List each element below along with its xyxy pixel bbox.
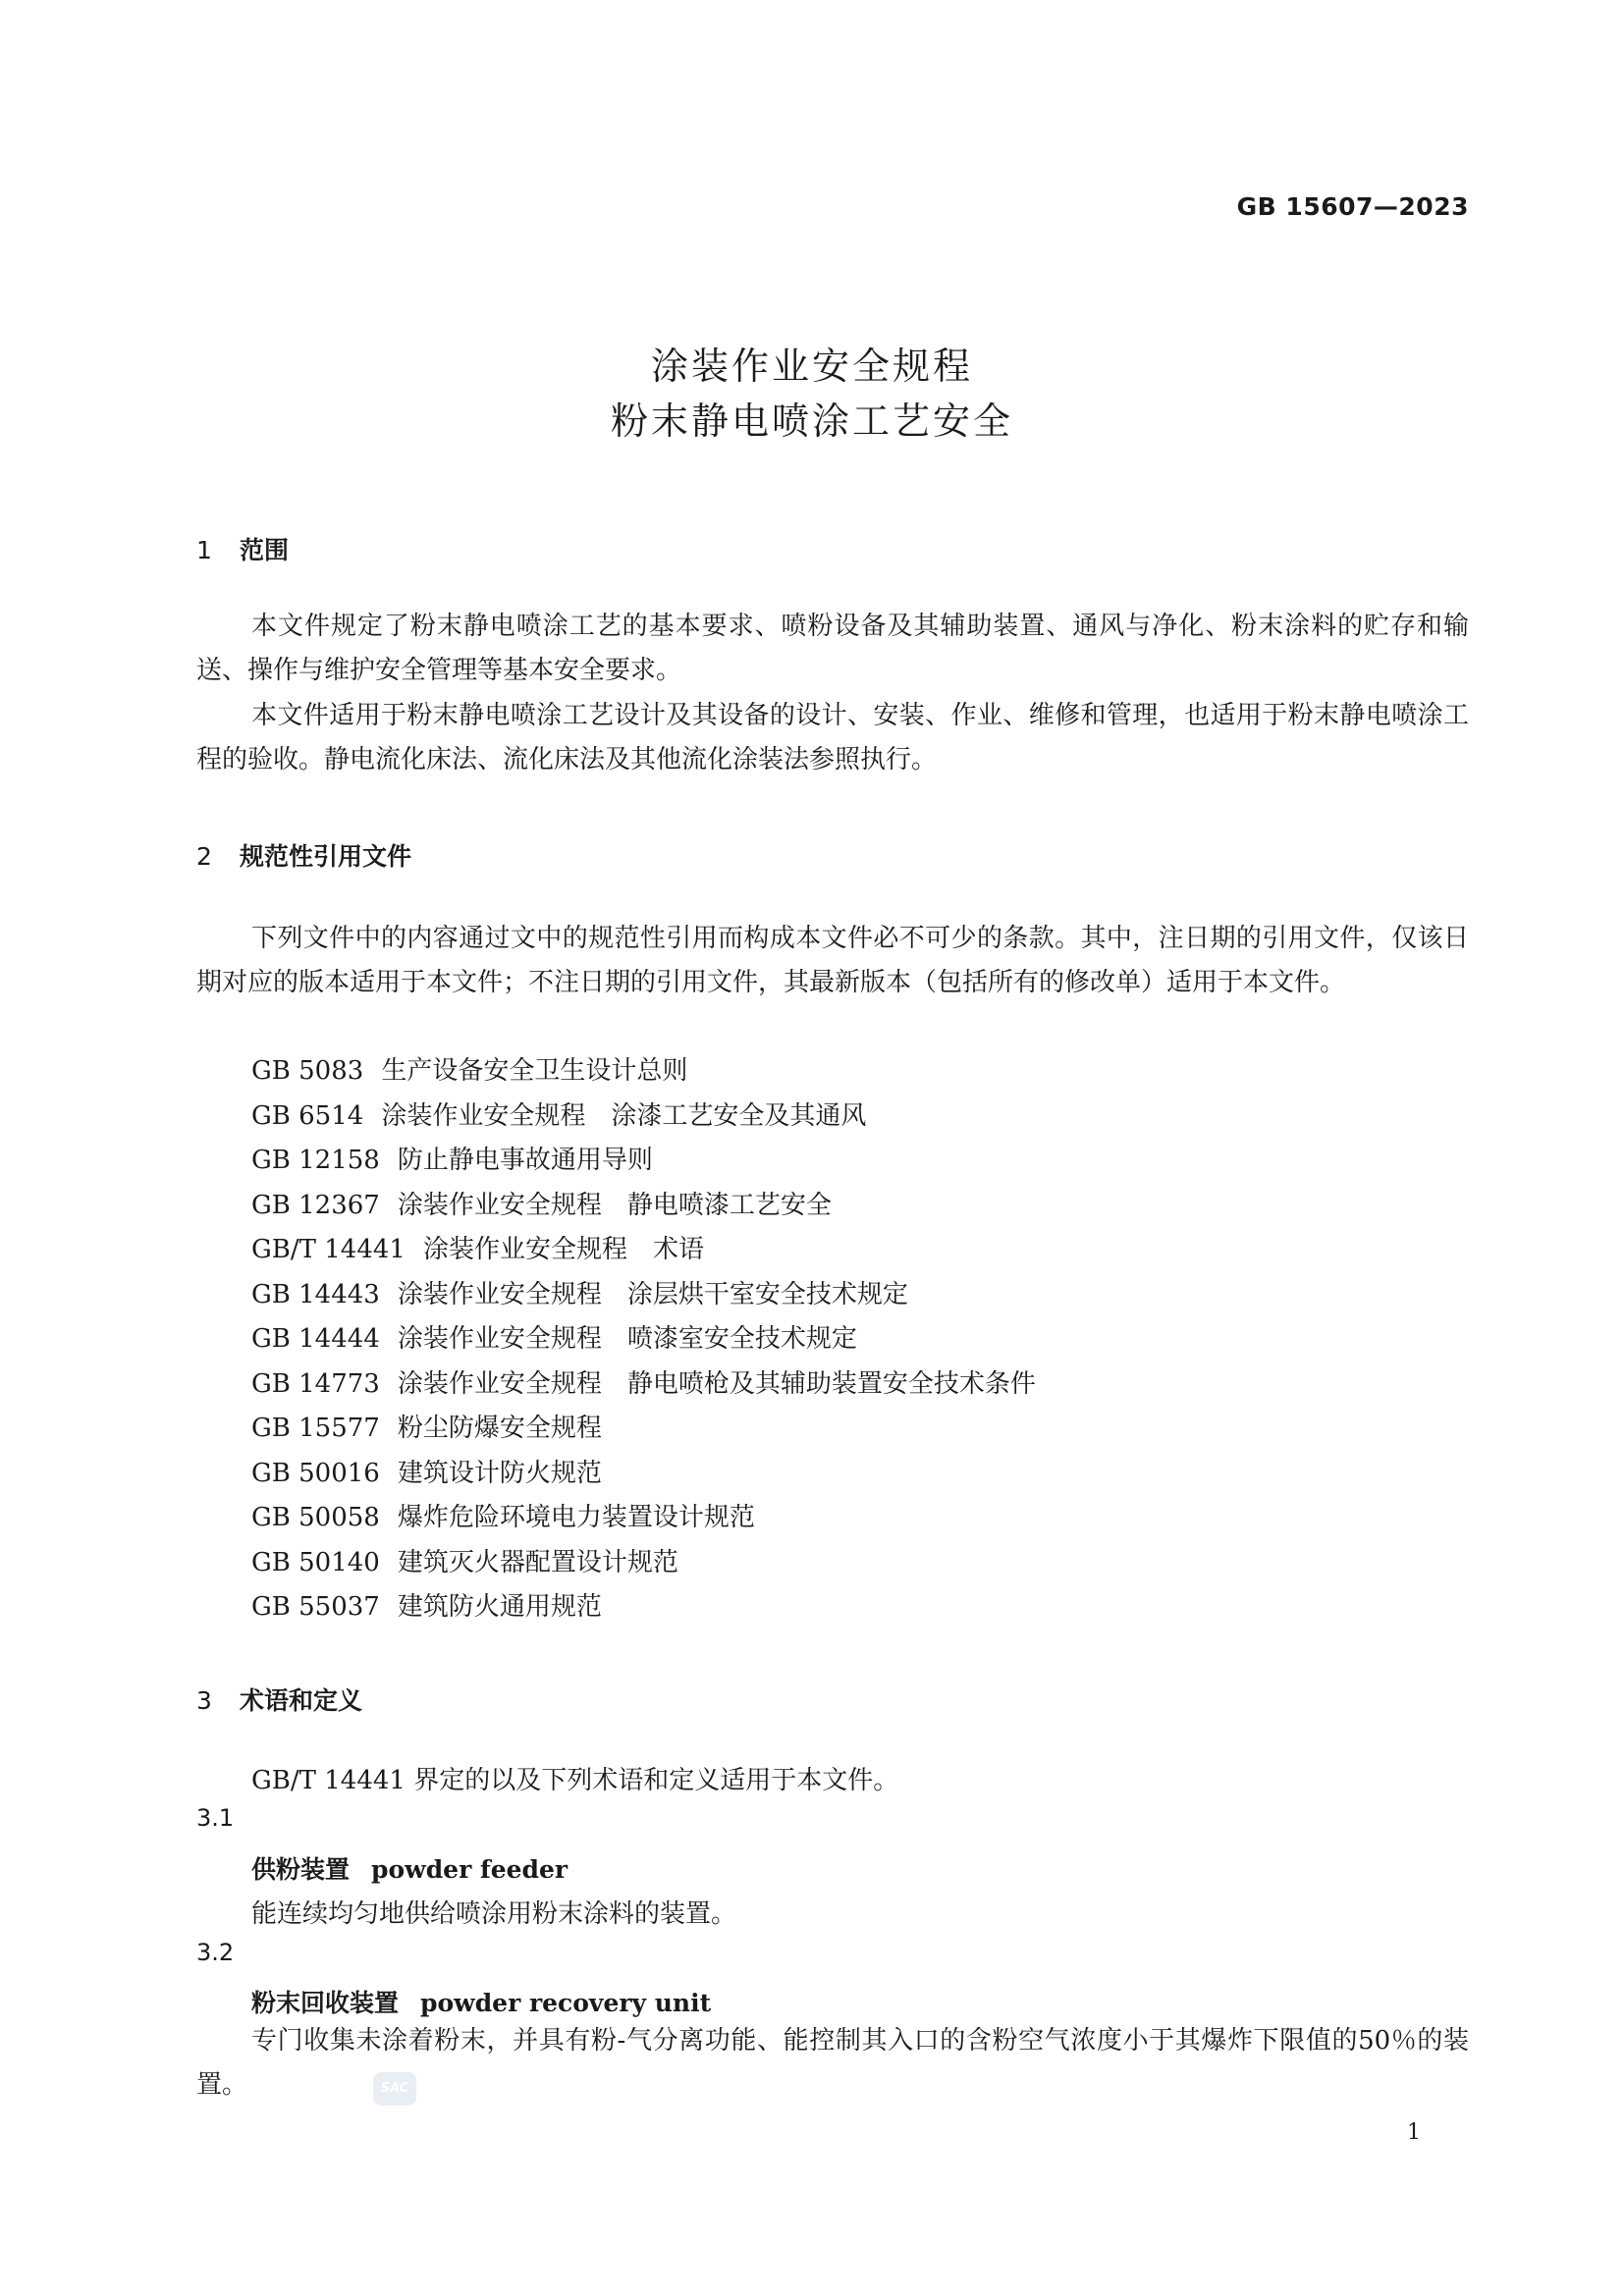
term-number: 3.2 <box>196 1939 235 1966</box>
reference-item <box>251 1407 1036 1452</box>
section-title: 规范性引用文件 <box>240 842 412 871</box>
section-heading-normative-refs <box>196 837 411 873</box>
title-line-1: 涂装作业安全规程 <box>650 345 973 388</box>
reference-code: GB/T 14441 <box>251 1235 406 1264</box>
reference-code: GB 5083 <box>251 1056 364 1086</box>
reference-item <box>251 1362 1036 1408</box>
reference-code: GB 55037 <box>251 1592 380 1622</box>
reference-title: 涂装作业安全规程 涂层烘干室安全技术规定 <box>397 1279 908 1309</box>
reference-item <box>251 1228 1036 1273</box>
reference-title: 涂装作业安全规程 术语 <box>422 1235 704 1264</box>
section-number: 1 <box>196 536 212 564</box>
reference-item <box>251 1585 1036 1630</box>
reference-item <box>251 1317 1036 1362</box>
section-heading-terms <box>196 1682 362 1717</box>
reference-title: 爆炸危险环境电力装置设计规范 <box>397 1503 755 1532</box>
reference-code: GB 50058 <box>251 1503 380 1532</box>
section-title: 范围 <box>240 536 290 564</box>
reference-code: GB 14773 <box>251 1368 380 1399</box>
reference-title: 建筑灭火器配置设计规范 <box>397 1547 678 1577</box>
reference-code: GB 14444 <box>251 1324 380 1354</box>
reference-code: GB 14443 <box>251 1279 380 1309</box>
reference-title: 生产设备安全卫生设计总则 <box>381 1056 688 1086</box>
reference-code: GB 12158 <box>251 1146 380 1175</box>
standard-code: GB 15607—2023 <box>1236 192 1469 221</box>
reference-item <box>251 1452 1036 1497</box>
reference-title: 涂装作业安全规程 静电喷漆工艺安全 <box>397 1190 832 1220</box>
term-heading <box>251 1850 568 1886</box>
reference-title: 粉尘防爆安全规程 <box>397 1414 602 1443</box>
reference-item <box>251 1049 1036 1095</box>
reference-title: 防止静电事故通用导则 <box>397 1146 653 1175</box>
reference-title: 涂装作业安全规程 喷漆室安全技术规定 <box>397 1324 857 1354</box>
term-english: powder feeder <box>371 1855 568 1884</box>
term-definition: 专门收集未涂着粉末，并具有粉-气分离功能、能控制其入口的含粉空气浓度小于其爆炸下限值的50％的装置。 <box>196 2026 1469 2100</box>
page-number: 1 <box>1407 2120 1421 2145</box>
reference-item <box>251 1139 1036 1184</box>
reference-code: GB 15577 <box>251 1414 380 1443</box>
reference-item <box>251 1541 1036 1586</box>
reference-code: GB 12367 <box>251 1190 380 1220</box>
term-chinese: 供粉装置 <box>251 1855 351 1884</box>
reference-title: 涂装作业安全规程 静电喷枪及其辅助装置安全技术条件 <box>397 1368 1036 1399</box>
section-number: 2 <box>196 842 212 871</box>
reference-code: GB 6514 <box>251 1100 364 1131</box>
reference-item <box>251 1095 1036 1140</box>
scope-paragraph-1: 本文件规定了粉末静电喷涂工艺的基本要求、喷粉设备及其辅助装置、通风与净化、粉末涂料的贮存和输送、操作与维护安全管理等基本安全要求。 <box>196 612 1469 685</box>
sac-watermark-stamp: SAC <box>373 2072 416 2106</box>
section-title: 术语和定义 <box>240 1686 363 1715</box>
reference-item <box>251 1496 1036 1541</box>
term-number: 3.1 <box>196 1804 235 1832</box>
reference-item <box>251 1184 1036 1229</box>
reference-code: GB 50016 <box>251 1458 380 1488</box>
section-number: 3 <box>196 1686 212 1715</box>
title-line-2: 粉末静电喷涂工艺安全 <box>610 400 1013 443</box>
reference-list <box>251 1049 1036 1630</box>
reference-code: GB 50140 <box>251 1547 380 1577</box>
section-heading-scope <box>196 531 289 566</box>
term-heading <box>251 1984 711 2019</box>
reference-title: 建筑设计防火规范 <box>397 1458 602 1488</box>
reference-title: 建筑防火通用规范 <box>397 1592 602 1622</box>
scope-paragraph-2: 本文件适用于粉末静电喷涂工艺设计及其设备的设计、安装、作业、维修和管理，也适用于粉末静电喷涂工程的验收。静电流化床法、流化床法及其他流化涂装法参照执行。 <box>196 701 1469 774</box>
term-english: powder recovery unit <box>420 1989 712 2017</box>
term-chinese: 粉末回收装置 <box>251 1989 400 2017</box>
normative-refs-intro: 下列文件中的内容通过文中的规范性引用而构成本文件必不可少的条款。其中，注日期的引用文件，仅该日期对应的版本适用于本文件；不注日期的引用文件，其最新版本（包括所有的修改单）适用于本文件。 <box>196 924 1469 997</box>
terms-intro: GB/T 14441 界定的以及下列术语和定义适用于本文件。 <box>251 1766 899 1795</box>
reference-item <box>251 1273 1036 1318</box>
term-definition: 能连续均匀地供给喷涂用粉末涂料的装置。 <box>251 1899 737 1929</box>
reference-title: 涂装作业安全规程 涂漆工艺安全及其通风 <box>381 1100 867 1131</box>
